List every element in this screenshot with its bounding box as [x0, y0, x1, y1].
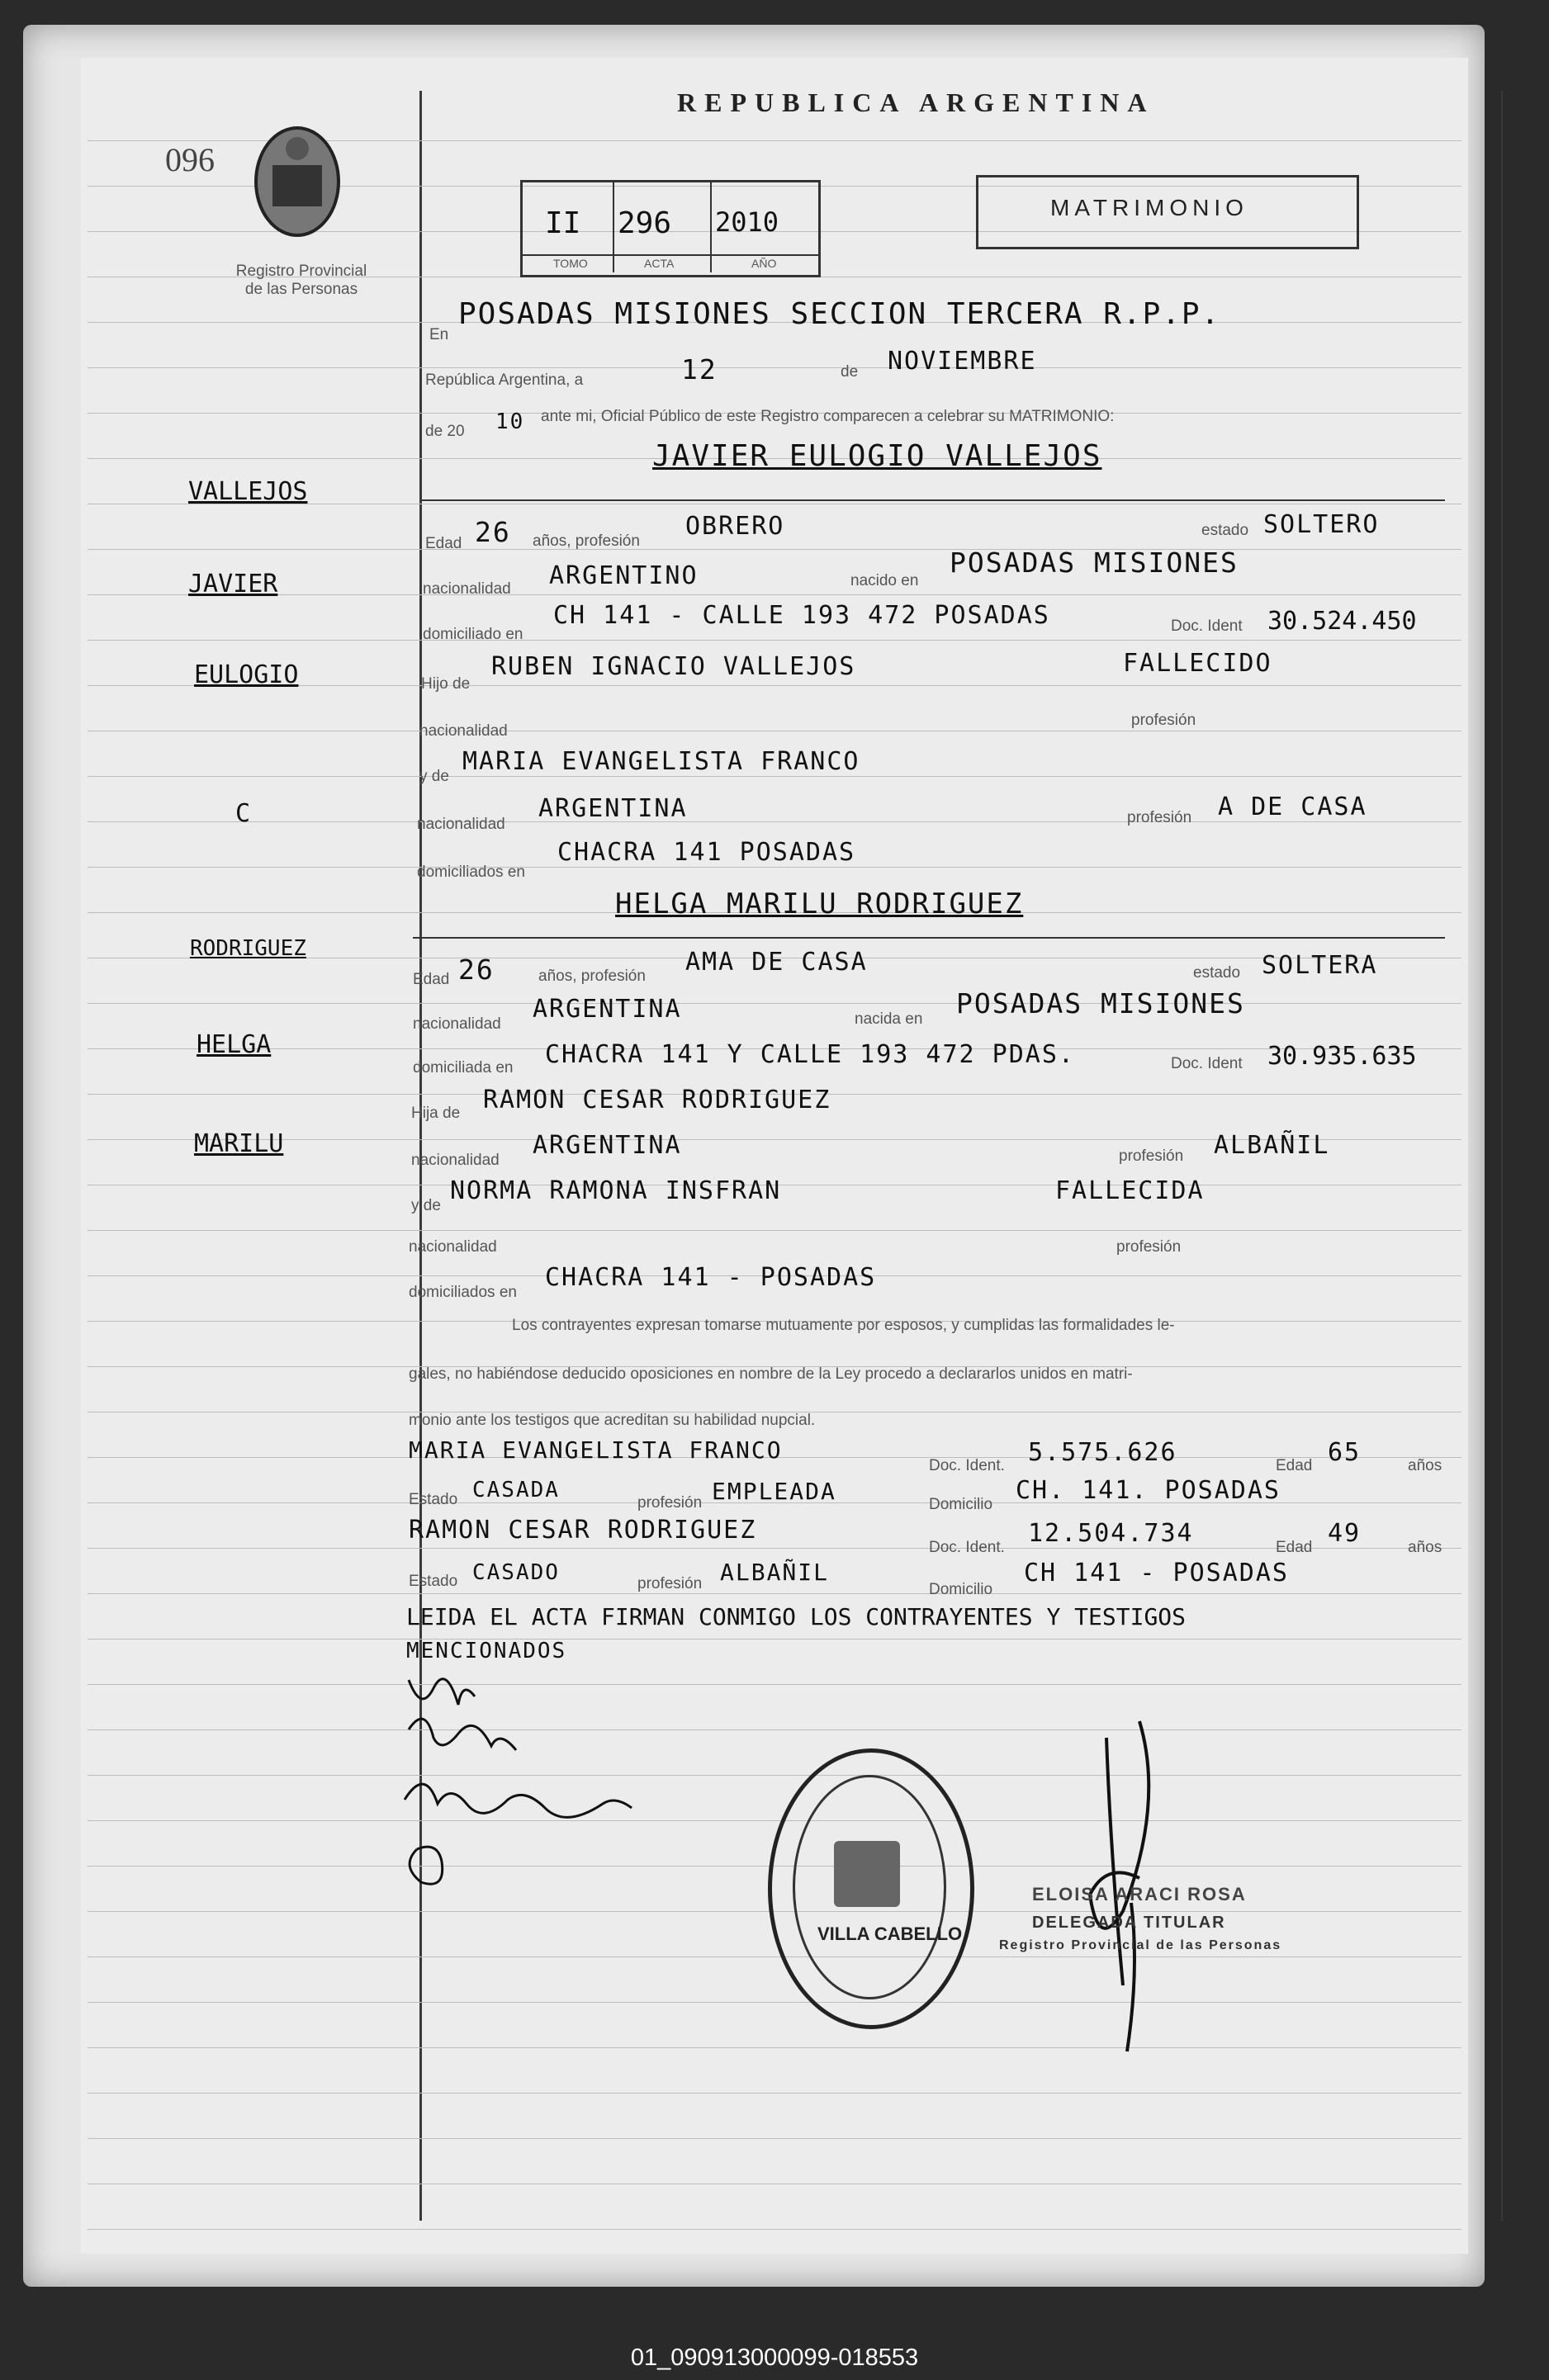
witness-1-name: MARIA EVANGELISTA FRANCO	[409, 1436, 783, 1464]
section-divider-1	[421, 499, 1445, 501]
witness-1-age: 65	[1328, 1438, 1362, 1467]
groom-birthplace: POSADAS MISIONES	[950, 547, 1239, 579]
witness-1-profesion-label: profesión	[637, 1494, 703, 1512]
bride-mother-note: FALLECIDA	[1055, 1176, 1205, 1205]
bride-y-de-label: y de	[411, 1197, 441, 1214]
witness-1-status: CASADA	[472, 1478, 560, 1502]
delegate-title: DELEGADA TITULAR	[1032, 1914, 1226, 1932]
bride-nacida-label: nacida en	[855, 1010, 923, 1028]
stamp-crest-icon	[834, 1841, 900, 1907]
bride-profession: AMA DE CASA	[685, 948, 868, 977]
bride-mother: NORMA RAMONA INSFRAN	[450, 1176, 782, 1205]
signatures-icon	[400, 1663, 714, 1911]
year-label: de 20	[425, 423, 465, 440]
ref-box-divider	[520, 254, 818, 256]
groom-mother-profession-label: profesión	[1127, 809, 1192, 826]
witness-2-anos-label: años	[1408, 1539, 1442, 1556]
tomo-value: II	[545, 206, 581, 240]
bride-edad-label: Edad	[413, 971, 450, 988]
groom-doc-label: Doc. Ident	[1171, 617, 1243, 635]
groom-nacido-label: nacido en	[850, 572, 919, 589]
tomo-label: TOMO	[553, 257, 588, 270]
bride-parents-address: CHACRA 141 - POSADAS	[545, 1263, 877, 1292]
ruled-line	[88, 776, 1461, 777]
ruled-line	[88, 1593, 1461, 1594]
ruled-line	[88, 549, 1461, 550]
document-id: 01_090913000099-018553	[630, 2345, 919, 2371]
witness-2-profession: ALBAÑIL	[720, 1559, 830, 1586]
witness-1-profession: EMPLEADA	[712, 1478, 836, 1505]
anio-value: 2010	[715, 206, 779, 238]
witness-1-edad-label: Edad	[1276, 1457, 1313, 1474]
witness-2-domicilio-label: Domicilio	[929, 1581, 993, 1598]
day: 12	[681, 353, 718, 386]
closing-line-2: MENCIONADOS	[406, 1639, 567, 1663]
bride-doc-label: Doc. Ident	[1171, 1055, 1243, 1072]
groom-address: CH 141 - CALLE 193 472 POSADAS	[553, 601, 1050, 630]
ruled-line	[88, 867, 1461, 868]
groom-mother-profession: A DE CASA	[1218, 793, 1367, 821]
bride-profesion-label: años, profesión	[538, 968, 646, 985]
groom-domicilio-label: domiciliado en	[423, 626, 523, 643]
bride-father-profession: ALBAÑIL	[1214, 1131, 1330, 1160]
month: NOVIEMBRE	[888, 347, 1037, 376]
witness-2-doc-label: Doc. Ident.	[929, 1539, 1005, 1556]
ref-col-2	[710, 180, 712, 272]
declaration-line-2: gales, no habiéndose deducido oposiciones en nombre de la Ley procedo a declararlos unidos en matri-	[409, 1365, 1133, 1383]
appear-text: ante mi, Oficial Público de este Registro comparecen a celebrar su MATRIMONIO:	[541, 408, 1115, 425]
ruled-line	[88, 2093, 1461, 2094]
witness-2-doc: 12.504.734	[1028, 1519, 1194, 1548]
closing-line-1: LEIDA EL ACTA FIRMAN CONMIGO LOS CONTRAYENTES Y TESTIGOS	[406, 1603, 1187, 1630]
margin-name-2b: MARILU	[194, 1129, 284, 1158]
witness-2-age: 49	[1328, 1519, 1362, 1548]
groom-profesion-label: años, profesión	[533, 532, 640, 550]
witness-1-doc-label: Doc. Ident.	[929, 1457, 1005, 1474]
witness-1-doc: 5.575.626	[1028, 1438, 1177, 1467]
witness-2-status: CASADO	[472, 1560, 560, 1585]
bride-father-nationality-label: nacionalidad	[411, 1152, 500, 1169]
bride-address: CHACRA 141 Y CALLE 193 472 PDAS.	[545, 1040, 1075, 1069]
bride-name: HELGA MARILU RODRIGUEZ	[615, 887, 1024, 920]
ruled-line	[88, 1820, 1461, 1821]
ruled-line	[88, 640, 1461, 641]
bride-nationality-label: nacionalidad	[413, 1015, 501, 1033]
country-title: REPUBLICA ARGENTINA	[677, 88, 1155, 117]
margin-name-1a: JAVIER	[188, 570, 278, 599]
acta-value: 296	[618, 206, 672, 240]
ruled-line	[88, 594, 1461, 595]
ruled-line	[88, 1639, 1461, 1640]
margin-surname-1: VALLEJOS	[188, 477, 308, 506]
bride-father-nationality: ARGENTINA	[533, 1131, 682, 1160]
witness-2-name: RAMON CESAR RODRIGUEZ	[409, 1516, 757, 1545]
groom-nationality-label: nacionalidad	[423, 580, 511, 598]
page-number: 096	[165, 141, 215, 178]
groom-nationality: ARGENTINO	[549, 561, 699, 590]
ruled-line	[88, 821, 1461, 822]
ruled-line	[88, 1684, 1461, 1685]
witness-2-profesion-label: profesión	[637, 1575, 703, 1592]
bride-domicilio-label: domiciliada en	[413, 1059, 514, 1076]
en-label: En	[429, 326, 449, 343]
delegate-office: Registro Provincial de las Personas	[999, 1938, 1282, 1952]
bride-birthplace: POSADAS MISIONES	[956, 987, 1245, 1020]
groom-father-nationality-label: nacionalidad	[419, 722, 508, 740]
groom-mother: MARIA EVANGELISTA FRANCO	[462, 747, 860, 776]
ruled-line	[88, 2229, 1461, 2230]
ruled-line	[88, 367, 1461, 368]
delegate-name: ELOISA ARACI ROSA	[1032, 1884, 1247, 1904]
witness-2-address: CH 141 - POSADAS	[1024, 1559, 1289, 1587]
groom-estado-label: estado	[1201, 522, 1249, 539]
ruled-line	[88, 1003, 1461, 1004]
groom-profession: OBRERO	[685, 512, 785, 541]
groom-edad-label: Edad	[425, 535, 462, 552]
margin-name-2a: HELGA	[197, 1030, 272, 1059]
groom-parents-address: CHACRA 141 POSADAS	[557, 838, 856, 867]
witness-1-domicilio-label: Domicilio	[929, 1496, 993, 1513]
ruled-line	[88, 2047, 1461, 2048]
ruled-line	[88, 1548, 1461, 1549]
bride-parents-address-label: domiciliados en	[409, 1284, 517, 1301]
bride-status: SOLTERA	[1262, 951, 1378, 980]
republic-label: República Argentina, a	[425, 371, 584, 389]
ruled-line	[88, 2138, 1461, 2139]
ruled-line	[88, 1729, 1461, 1730]
ruled-line	[88, 2002, 1461, 2003]
margin-name-1b: EULOGIO	[194, 660, 299, 689]
witness-1-address: CH. 141. POSADAS	[1016, 1476, 1281, 1505]
witness-1-anos-label: años	[1408, 1457, 1442, 1474]
bride-nationality: ARGENTINA	[533, 995, 682, 1024]
bride-doc: 30.935.635	[1267, 1042, 1417, 1071]
groom-age: 26	[475, 516, 511, 548]
acta-label: ACTA	[644, 257, 675, 270]
coat-of-arms-icon	[248, 120, 347, 244]
groom-name: JAVIER EULOGIO VALLEJOS	[652, 439, 1102, 473]
ref-col-1	[613, 180, 614, 272]
margin-letter: C	[235, 799, 251, 828]
groom-father-note: FALLECIDO	[1123, 649, 1272, 678]
place: POSADAS MISIONES SECCION TERCERA R.P.P.	[458, 297, 1221, 331]
ruled-line	[88, 1775, 1461, 1776]
right-border	[1501, 91, 1503, 2221]
margin-surname-2: RODRIGUEZ	[190, 936, 306, 961]
bride-mother-profession-label: profesión	[1116, 1238, 1182, 1256]
groom-y-de-label: y de	[419, 768, 449, 785]
de-label: de	[841, 363, 859, 381]
anio-label: AÑO	[751, 257, 777, 270]
groom-doc: 30.524.450	[1267, 607, 1417, 636]
witness-1-estado-label: Estado	[409, 1491, 458, 1508]
year: 10	[495, 409, 525, 434]
record-type: MATRIMONIO	[1050, 195, 1248, 220]
bride-father: RAMON CESAR RODRIGUEZ	[483, 1086, 831, 1114]
bride-hija-label: Hija de	[411, 1105, 461, 1122]
groom-parents-address-label: domiciliados en	[417, 864, 525, 881]
witness-2-edad-label: Edad	[1276, 1539, 1313, 1556]
witness-2-estado-label: Estado	[409, 1573, 458, 1590]
stamp-text: VILLA CABELLO	[817, 1923, 963, 1944]
section-divider-2	[413, 937, 1445, 939]
ruled-line	[88, 1230, 1461, 1231]
register-label: Registro Provincial de las Personas	[235, 263, 367, 298]
groom-father-profession-label: profesión	[1131, 712, 1196, 729]
declaration-line-3: monio ante los testigos que acreditan su habilidad nupcial.	[409, 1412, 816, 1429]
groom-mother-nationality-label: nacionalidad	[417, 816, 505, 833]
bride-mother-nationality-label: nacionalidad	[409, 1238, 497, 1256]
groom-mother-nationality: ARGENTINA	[538, 794, 688, 823]
groom-father: RUBEN IGNACIO VALLEJOS	[491, 652, 856, 681]
groom-status: SOLTERO	[1263, 510, 1380, 539]
bride-estado-label: estado	[1193, 964, 1241, 982]
bride-father-profession-label: profesión	[1119, 1147, 1184, 1165]
bride-age: 26	[458, 953, 495, 986]
declaration-line-1: Los contrayentes expresan tomarse mutuamente por esposos, y cumplidas las formalidades le-	[512, 1317, 1175, 1334]
groom-hijo-label: Hijo de	[421, 675, 471, 693]
